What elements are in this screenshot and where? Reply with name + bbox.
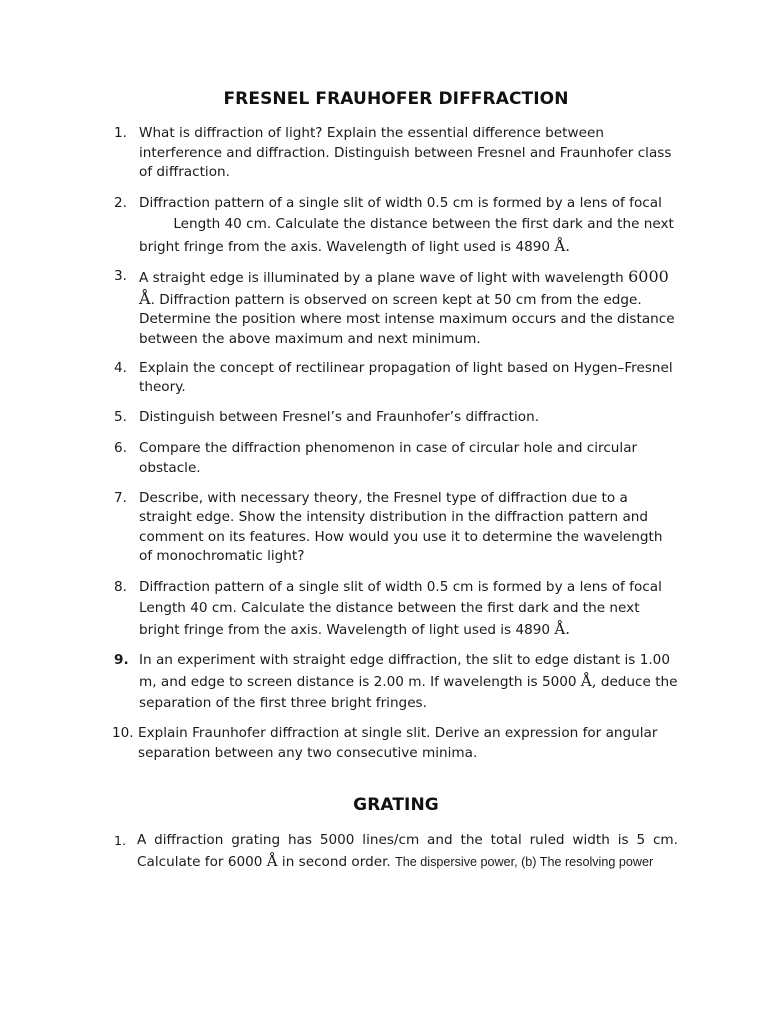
angstrom-symbol: Å.: [554, 236, 570, 255]
question-number: 7.: [114, 489, 127, 506]
list-item: [0, 193, 768, 259]
angstrom-symbol: Å: [266, 852, 278, 870]
question-text: Compare the diffraction phenomenon in case of circular hole and circular obstacle.: [139, 440, 638, 477]
question-text: Describe, with necessary theory, the Fresnel type of diffraction due to a straight edge. Show the intensity distribution in the diffraction pattern and comment on its features. How would you use it to determine the wavelength of monochromatic light?: [139, 489, 663, 565]
question-text: Diffraction pattern of a single slit of width 0.5 cm is formed by a lens of focal: [139, 194, 662, 211]
question-text: A diffraction grating has 5000 lines/cm and the total ruled width is 5 cm. Calculate for 6000: [137, 832, 678, 870]
question-text: The dispersive power, (b) The resolving power: [395, 855, 654, 869]
wavelength-value: 6000 Å: [139, 267, 669, 308]
list-item: [0, 577, 768, 641]
question-text: Explain Fraunhofer diffraction at single slit. Derive an expression for angular separation between any two consecutive minima.: [138, 725, 658, 761]
question-number: 3.: [114, 268, 127, 285]
grating-section-title: GRATING: [353, 795, 439, 815]
question-text: deduce the separation of the first three bright fringes.: [139, 674, 678, 711]
question-text: Diffraction pattern of a single slit of width 0.5 cm is formed by a lens of focal: [139, 579, 662, 595]
question-number: 4.: [114, 359, 127, 376]
question-text: Distinguish between Fresnel’s and Fraunhofer’s diffraction.: [139, 408, 540, 425]
question-text: In an experiment with straight edge diffraction, the slit to edge distant is 1.00 m, and edge to screen distance is 2.00 m. If wavelength is 5000: [139, 652, 670, 690]
question-number: 1.: [114, 125, 127, 141]
grating-question-list: [0, 830, 768, 873]
question-number: 8.: [114, 579, 127, 595]
question-number: 1.: [114, 833, 127, 848]
question-number: 9.: [114, 652, 129, 668]
question-text: What is diffraction of light? Explain the essential difference between interference and diffraction. Distinguish between Fresnel and Fraunhofer class of diffraction.: [139, 125, 672, 181]
page-title: FRESNEL FRAUHOFER DIFFRACTION: [223, 89, 569, 109]
question-list: [0, 124, 768, 763]
question-number: 6.: [114, 440, 127, 457]
question-text: A straight edge is illuminated by a plane wave of light with wavelength: [139, 270, 624, 287]
question-number: 5.: [114, 408, 127, 425]
question-number: 10.: [112, 725, 134, 741]
list-item: [0, 359, 768, 398]
question-text: Length 40 cm. Calculate the distance between the first dark and the next bright fringe from the axis. Wavelength of light used is 4890: [139, 600, 640, 638]
angstrom-symbol: Å,: [580, 672, 597, 690]
list-item: [0, 439, 768, 478]
list-item: [0, 267, 768, 349]
list-item: [0, 408, 768, 428]
question-text: . Diffraction pattern is observed on screen kept at 50 cm from the edge. Determine the position where most intense maximum occurs and the distance between the above maximum and next minimum.: [139, 291, 675, 348]
question-text: in second order.: [281, 854, 391, 870]
question-number: 2.: [114, 194, 127, 211]
list-item: [0, 724, 768, 763]
list-item: [0, 124, 768, 183]
question-text: Explain the concept of rectilinear propagation of light based on Hygen–Fresnel theory.: [139, 359, 673, 396]
question-text: Length 40 cm. Calculate the distance between the first dark and the next bright fringe from the axis. Wavelength of light used is 4890: [139, 216, 674, 255]
list-item: [0, 650, 768, 714]
angstrom-symbol: Å.: [554, 620, 570, 638]
list-item: [0, 489, 768, 567]
list-item: [0, 830, 768, 873]
